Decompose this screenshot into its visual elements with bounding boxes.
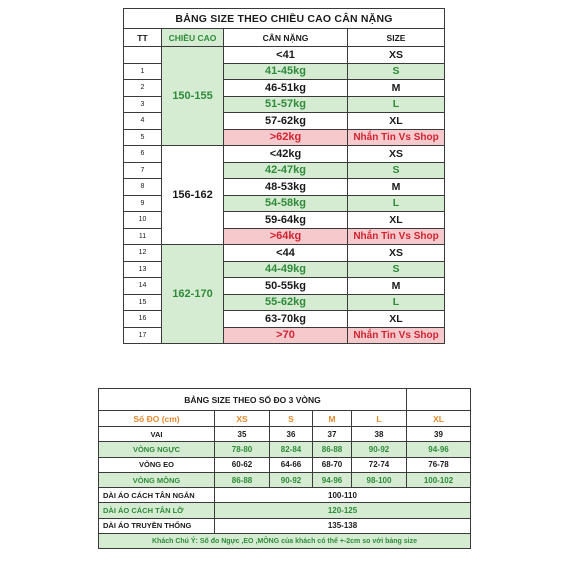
- weight-cell: 48-53kg: [224, 179, 348, 196]
- length-value: 100-110: [215, 488, 471, 503]
- row-number: 15: [124, 294, 162, 311]
- row-label: VAI: [99, 427, 215, 442]
- header-size: XL: [407, 411, 471, 427]
- weight-cell: 55-62kg: [224, 294, 348, 311]
- table-row: [99, 427, 471, 442]
- value-cell: 35: [215, 427, 270, 442]
- table-row: [99, 472, 471, 487]
- weight-cell: <44: [224, 245, 348, 262]
- contact-shop-cell: Nhắn Tin Vs Shop: [348, 327, 445, 344]
- size-cell: L: [348, 294, 445, 311]
- length-value: 120-125: [215, 503, 471, 518]
- row-number: 14: [124, 278, 162, 295]
- value-cell: 38: [352, 427, 407, 442]
- row-label: VÒNG NGỰC: [99, 442, 215, 457]
- size-cell: M: [348, 80, 445, 97]
- header-height: CHIỀU CAO: [162, 29, 224, 47]
- header-size: XS: [215, 411, 270, 427]
- weight-cell: 41-45kg: [224, 63, 348, 80]
- table-title: BẢNG SIZE THEO SỐ ĐO 3 VÒNG: [99, 389, 407, 411]
- table-row: [99, 503, 471, 518]
- value-cell: 37: [313, 427, 352, 442]
- table-row: [99, 457, 471, 472]
- row-number: 13: [124, 261, 162, 278]
- value-cell: 72-74: [352, 457, 407, 472]
- weight-cell: 46-51kg: [224, 80, 348, 97]
- weight-cell: 44-49kg: [224, 261, 348, 278]
- weight-cell: 50-55kg: [224, 278, 348, 295]
- size-cell: M: [348, 179, 445, 196]
- table-row: [124, 47, 445, 64]
- header-size: SIZE: [348, 29, 445, 47]
- row-number: 4: [124, 113, 162, 130]
- height-weight-size-table: [123, 8, 445, 344]
- height-range: 150-155: [162, 47, 224, 146]
- row-label: DÀI ÁO CÁCH TÂN NGẮN: [99, 488, 215, 503]
- value-cell: 100-102: [407, 472, 471, 487]
- row-number: 8: [124, 179, 162, 196]
- row-number: 10: [124, 212, 162, 229]
- weight-cell: >70: [224, 327, 348, 344]
- row-number: 16: [124, 311, 162, 328]
- row-number: [124, 47, 162, 64]
- size-cell: XS: [348, 146, 445, 163]
- row-number: 12: [124, 245, 162, 262]
- weight-cell: 54-58kg: [224, 195, 348, 212]
- table-row: [124, 245, 445, 262]
- header-size: M: [313, 411, 352, 427]
- value-cell: 90-92: [352, 442, 407, 457]
- row-number: 2: [124, 80, 162, 97]
- row-number: 7: [124, 162, 162, 179]
- value-cell: 86-88: [215, 472, 270, 487]
- table-row: [99, 488, 471, 503]
- size-cell: XS: [348, 245, 445, 262]
- table-title: BẢNG SIZE THEO CHIỀU CAO CÂN NẶNG: [124, 9, 445, 29]
- row-label: VÒNG EO: [99, 457, 215, 472]
- row-number: 5: [124, 129, 162, 146]
- weight-cell: 51-57kg: [224, 96, 348, 113]
- size-cell: S: [348, 162, 445, 179]
- body-measurement-size-table: [98, 388, 471, 549]
- row-number: 6: [124, 146, 162, 163]
- height-range: 162-170: [162, 245, 224, 344]
- height-range: 156-162: [162, 146, 224, 245]
- table-row: [99, 442, 471, 457]
- value-cell: 94-96: [407, 442, 471, 457]
- size-cell: XL: [348, 311, 445, 328]
- value-cell: 64-66: [270, 457, 313, 472]
- header-size: L: [352, 411, 407, 427]
- contact-shop-cell: Nhắn Tin Vs Shop: [348, 228, 445, 245]
- weight-cell: <42kg: [224, 146, 348, 163]
- value-cell: 90-92: [270, 472, 313, 487]
- weight-cell: 57-62kg: [224, 113, 348, 130]
- value-cell: 94-96: [313, 472, 352, 487]
- table-row: [99, 518, 471, 533]
- row-label: DÀI ÁO TRUYỀN THỐNG: [99, 518, 215, 533]
- row-label: VÒNG MÔNG: [99, 472, 215, 487]
- value-cell: 82-84: [270, 442, 313, 457]
- size-cell: L: [348, 96, 445, 113]
- size-cell: S: [348, 261, 445, 278]
- row-number: 11: [124, 228, 162, 245]
- customer-note: Khách Chú Ý: Số đo Ngực ,EO ,MÔNG của khách có thể +-2cm so với bảng size: [99, 534, 471, 549]
- value-cell: 86-88: [313, 442, 352, 457]
- value-cell: 78-80: [215, 442, 270, 457]
- weight-cell: >62kg: [224, 129, 348, 146]
- row-label: DÀI ÁO CÁCH TÂN LỠ: [99, 503, 215, 518]
- weight-cell: 59-64kg: [224, 212, 348, 229]
- value-cell: 60-62: [215, 457, 270, 472]
- row-number: 17: [124, 327, 162, 344]
- value-cell: 68-70: [313, 457, 352, 472]
- table-row: [124, 146, 445, 163]
- contact-shop-cell: Nhắn Tin Vs Shop: [348, 129, 445, 146]
- header-measure-label: Số ĐO (cm): [99, 411, 215, 427]
- header-size: S: [270, 411, 313, 427]
- size-cell: XL: [348, 113, 445, 130]
- weight-cell: <41: [224, 47, 348, 64]
- size-cell: XS: [348, 47, 445, 64]
- value-cell: 98-100: [352, 472, 407, 487]
- weight-cell: >64kg: [224, 228, 348, 245]
- weight-cell: 63-70kg: [224, 311, 348, 328]
- row-number: 3: [124, 96, 162, 113]
- title-blank-cell: [407, 389, 471, 411]
- row-number: 1: [124, 63, 162, 80]
- size-cell: S: [348, 63, 445, 80]
- value-cell: 36: [270, 427, 313, 442]
- size-cell: L: [348, 195, 445, 212]
- header-weight: CÂN NẶNG: [224, 29, 348, 47]
- value-cell: 39: [407, 427, 471, 442]
- weight-cell: 42-47kg: [224, 162, 348, 179]
- header-tt: TT: [124, 29, 162, 47]
- size-cell: M: [348, 278, 445, 295]
- value-cell: 76-78: [407, 457, 471, 472]
- length-value: 135-138: [215, 518, 471, 533]
- row-number: 9: [124, 195, 162, 212]
- size-cell: XL: [348, 212, 445, 229]
